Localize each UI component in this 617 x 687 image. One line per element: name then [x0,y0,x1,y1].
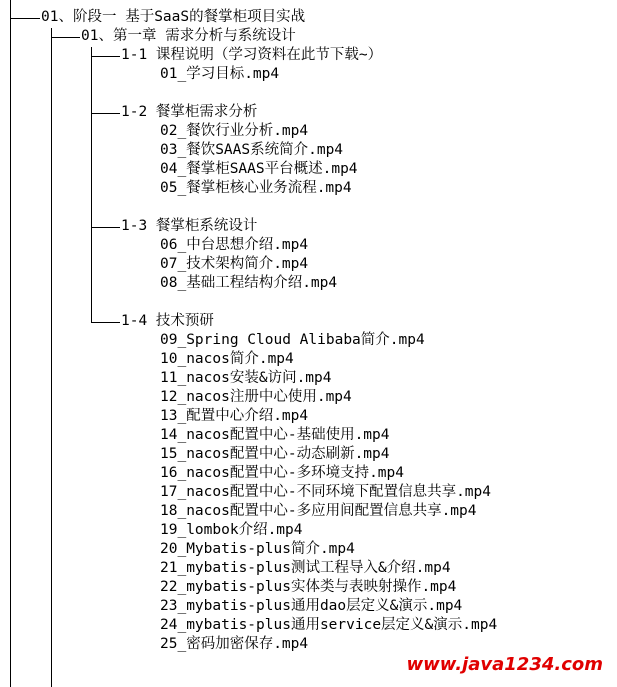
file-item[interactable]: 15_nacos配置中心-动态刷新.mp4 [160,446,390,462]
file-item[interactable]: 08_基础工程结构介绍.mp4 [160,275,338,291]
tree-line-section-3-horizontal [91,227,120,228]
file-item[interactable]: 17_nacos配置中心-不同环境下配置信息共享.mp4 [160,484,491,500]
file-item[interactable]: 24_mybatis-plus通用service层定义&演示.mp4 [160,617,498,633]
file-item[interactable]: 10_nacos简介.mp4 [160,351,294,367]
tree-node-section-1-4[interactable]: 1-4 技术预研 [121,313,214,329]
tree-node-section-1-3[interactable]: 1-3 餐掌柜系统设计 [121,218,258,234]
file-item[interactable]: 14_nacos配置中心-基础使用.mp4 [160,427,390,443]
tree-line-chapter-vertical [51,28,52,687]
tree-line-section-2-horizontal [91,113,120,114]
tree-line-root-vertical [10,0,11,687]
file-item[interactable]: 19_lombok介绍.mp4 [160,522,303,538]
file-item[interactable]: 23_mybatis-plus通用dao层定义&演示.mp4 [160,598,463,614]
file-item[interactable]: 01_学习目标.mp4 [160,66,280,82]
tree-node-stage[interactable]: 01、阶段一 基于SaaS的餐掌柜项目实战 [41,9,306,25]
tree-node-chapter[interactable]: 01、第一章 需求分析与系统设计 [81,28,296,44]
file-item[interactable]: 11_nacos安装&访问.mp4 [160,370,332,386]
file-item[interactable]: 18_nacos配置中心-多应用间配置信息共享.mp4 [160,503,477,519]
tree-node-section-1-1[interactable]: 1-1 课程说明（学习资料在此节下载~） [121,47,383,63]
tree-node-section-1-2[interactable]: 1-2 餐掌柜需求分析 [121,104,258,120]
tree-line-root-horizontal [10,18,40,19]
file-item[interactable]: 13_配置中心介绍.mp4 [160,408,309,424]
file-item[interactable]: 09_Spring Cloud Alibaba简介.mp4 [160,332,425,348]
file-item[interactable]: 07_技术架构简介.mp4 [160,256,309,272]
file-item[interactable]: 04_餐掌柜SAAS平台概述.mp4 [160,161,358,177]
tree-line-sections-vertical [91,47,92,323]
file-item[interactable]: 02_餐饮行业分析.mp4 [160,123,309,139]
file-item[interactable]: 12_nacos注册中心使用.mp4 [160,389,352,405]
tree-line-section-4-horizontal [91,322,120,323]
watermark-text: www.java1234.com [406,654,603,675]
file-item[interactable]: 21_mybatis-plus测试工程导入&介绍.mp4 [160,560,451,576]
file-item[interactable]: 03_餐饮SAAS系统简介.mp4 [160,142,344,158]
file-item[interactable]: 20_Mybatis-plus简介.mp4 [160,541,355,557]
file-item[interactable]: 16_nacos配置中心-多环境支持.mp4 [160,465,404,481]
file-item[interactable]: 22_mybatis-plus实体类与表映射操作.mp4 [160,579,457,595]
tree-line-section-1-horizontal [91,56,120,57]
file-item[interactable]: 25_密码加密保存.mp4 [160,636,309,652]
file-item[interactable]: 05_餐掌柜核心业务流程.mp4 [160,180,352,196]
tree-line-chapter-horizontal [51,37,80,38]
file-item[interactable]: 06_中台思想介绍.mp4 [160,237,309,253]
